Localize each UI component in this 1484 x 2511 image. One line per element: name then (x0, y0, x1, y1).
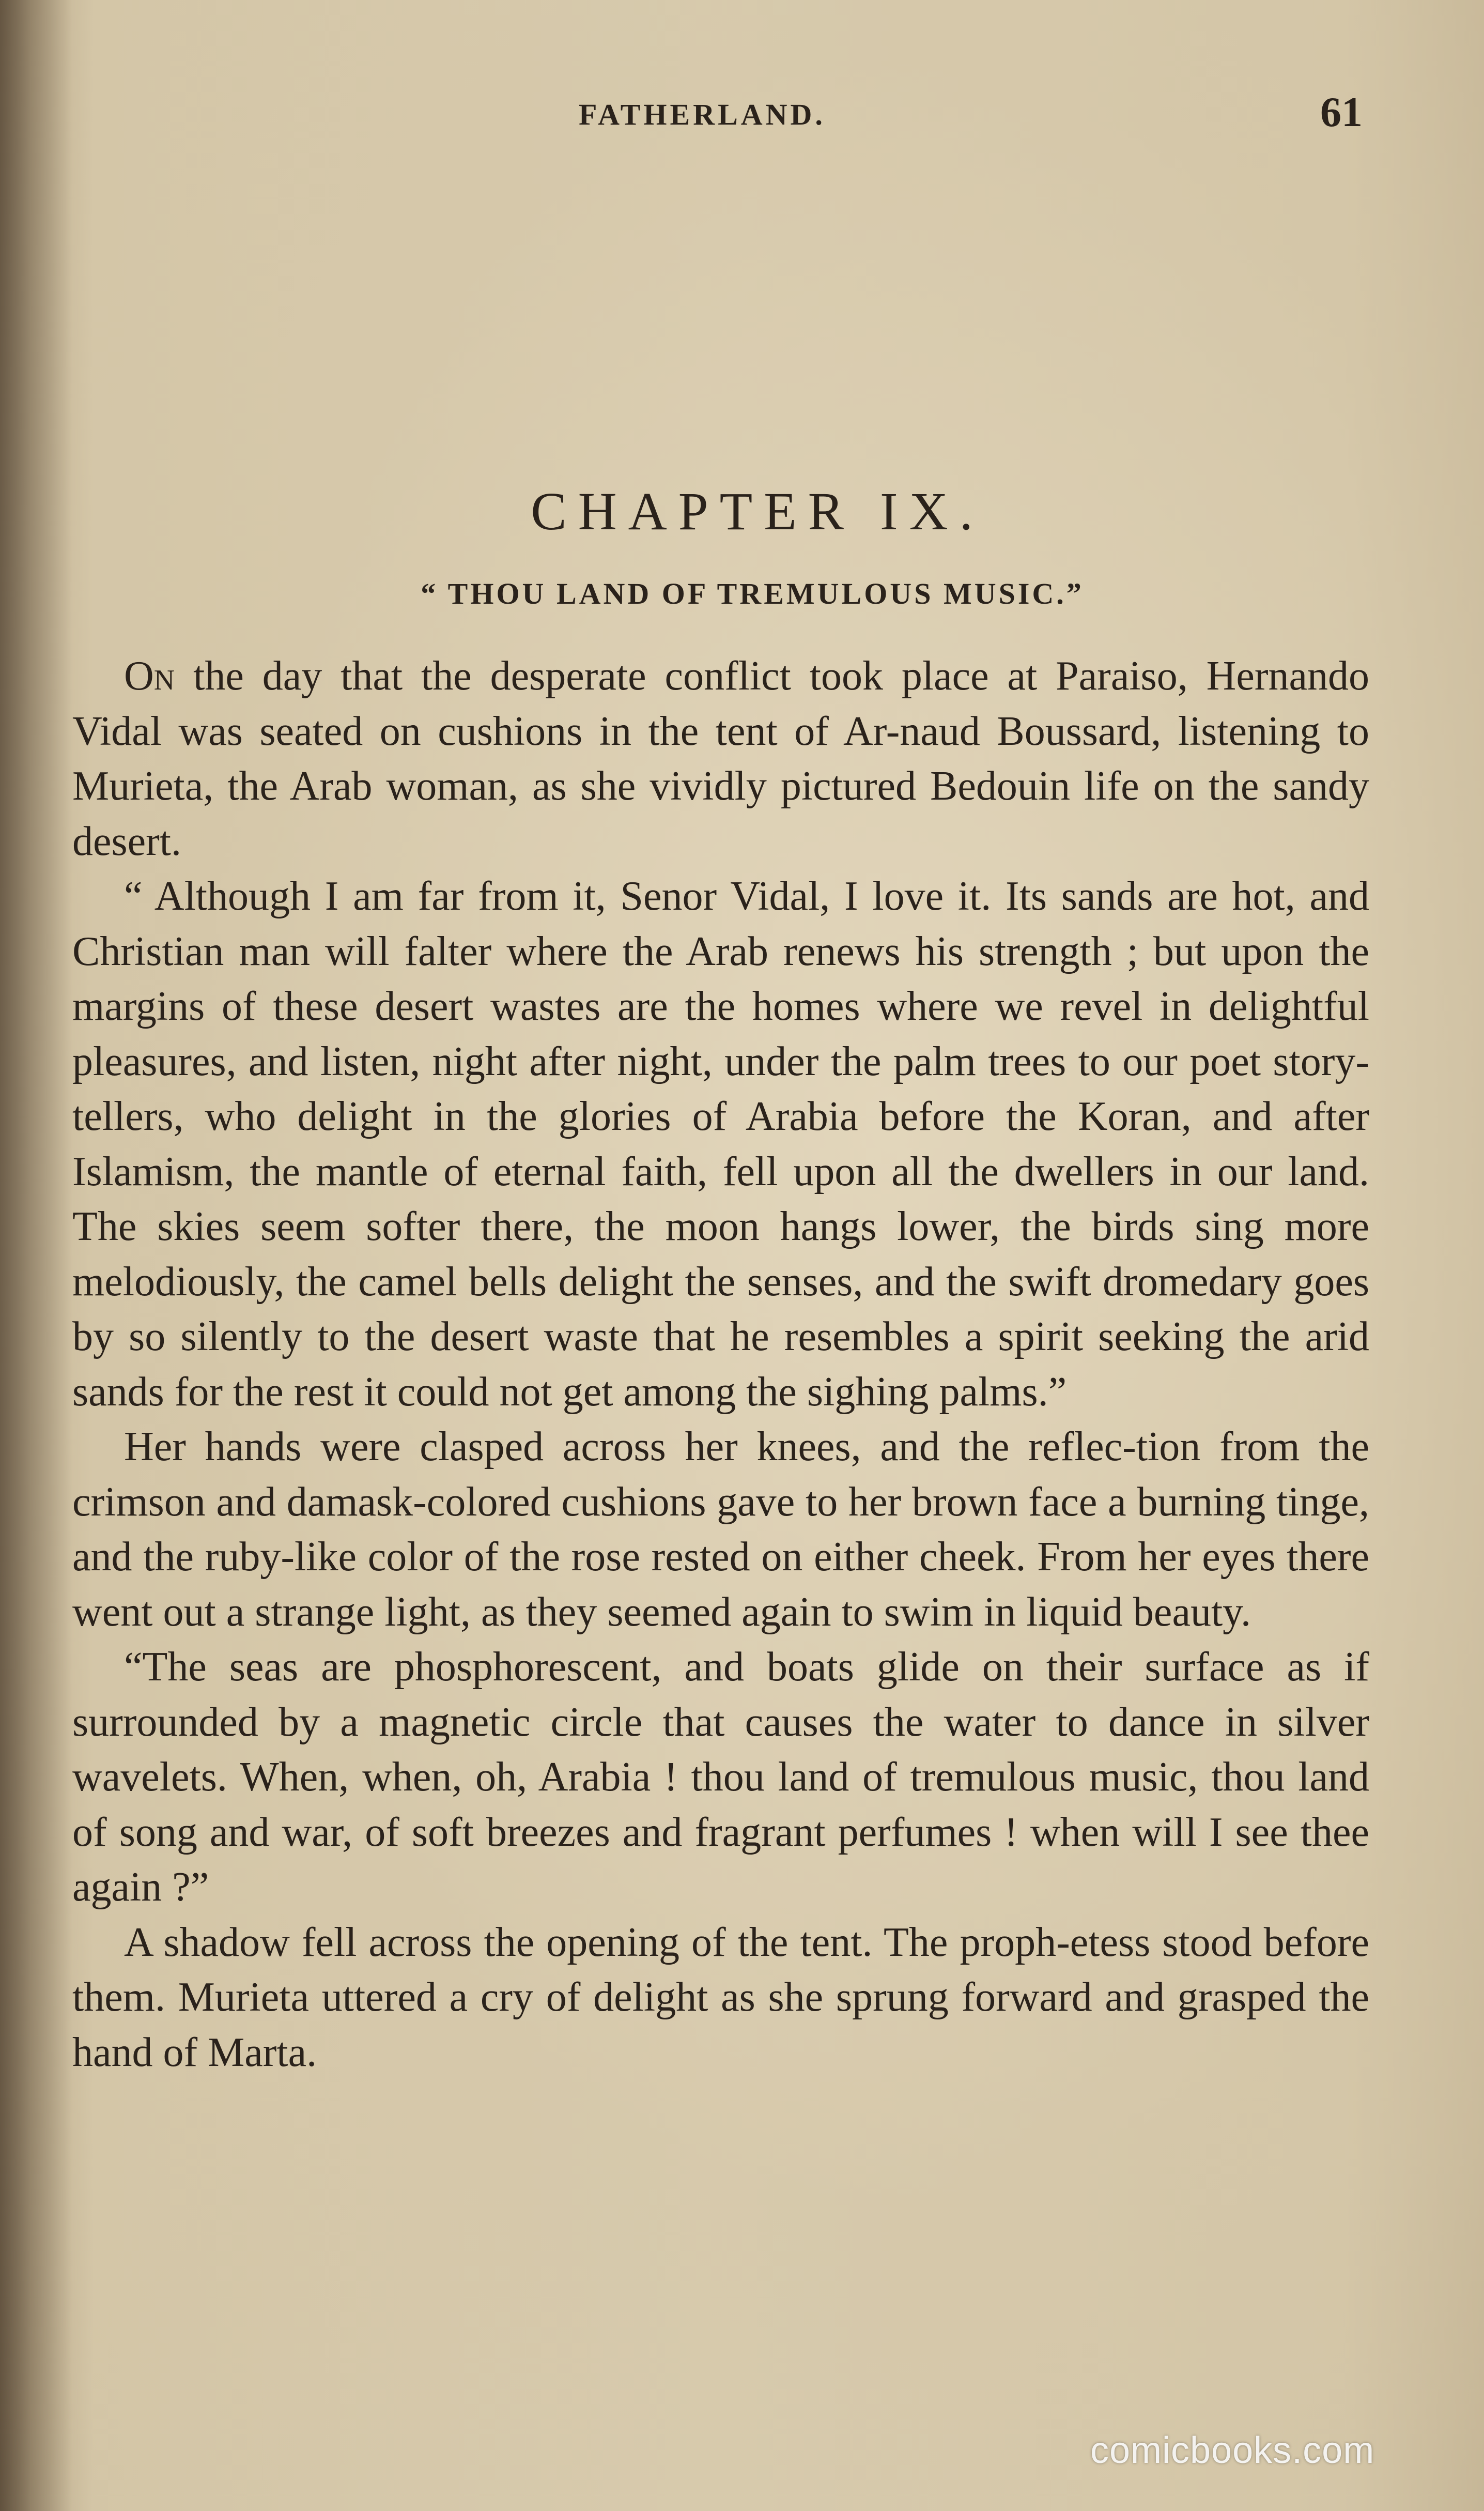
running-header (0, 88, 1484, 150)
paragraph-2 (72, 869, 1369, 1419)
chapter-subtitle: “ THOU LAND OF TREMULOUS MUSIC.” (421, 577, 1084, 610)
paragraph-text: “The seas are phosphorescent, and boats glide on their surface as if surrounded by a magnetic circle that causes the water to dance in silver wavelets. When, when, oh, Arabia ! thou land of tremulous music, thou land of song and war, of soft breezes and fragrant perfumes ! when will I see thee again ?” (72, 1644, 1369, 1910)
paragraph-text: Her hands were clasped across her knees, and the reflec-tion from the crimson and damask-colored cushions gave to her brown face a burning tinge, and the ruby-like color of the rose rested on either cheek. From her eyes there went out a strange light, as they seemed again to swim in liquid beauty. (72, 1424, 1369, 1635)
chapter-heading: CHAPTER IX. (531, 482, 984, 541)
site-watermark: comicbooks.com (1090, 2430, 1375, 2471)
paragraph-opening-word: On (124, 653, 175, 699)
paragraph-1 (72, 649, 1369, 869)
paragraph-4 (72, 1640, 1369, 1915)
paragraph-5 (72, 1915, 1369, 2080)
page-number: 61 (1320, 88, 1363, 135)
paragraph-text: A shadow fell across the opening of the tent. The proph-etess stood before them. Murieta uttered a cry of delight as she sprung forward and grasped the hand of Marta. (72, 1919, 1369, 2075)
paragraph-text: “ Although I am far from it, Senor Vidal, I love it. Its sands are hot, and Christian man will falter where the Arab renews his strength ; but upon the margins of these desert wastes are the homes where we revel in delightful pleasures, and listen, night after night, under the palm trees to our poet story-tellers, who delight in the glories of Arabia before the Koran, and after Islamism, the mantle of eternal faith, fell upon all the dwellers in our land. The skies seem softer there, the moon hangs lower, the birds sing more melodiously, the camel bells delight the senses, and the swift dromedary goes by so silently to the desert waste that he resembles a spirit seeking the arid sands for the rest it could not get among the sighing palms.” (72, 874, 1369, 1415)
paragraph-text: the day that the desperate conflict took place at Paraiso, Hernando Vidal was seated on cushions in the tent of Ar-naud Boussard, listening to Murieta, the Arab woman, as she vividly pictured Bedouin life on the sandy desert. (72, 653, 1370, 864)
body-text (72, 649, 1369, 2080)
running-title: FATHERLAND. (579, 98, 826, 131)
paragraph-3 (72, 1419, 1369, 1640)
